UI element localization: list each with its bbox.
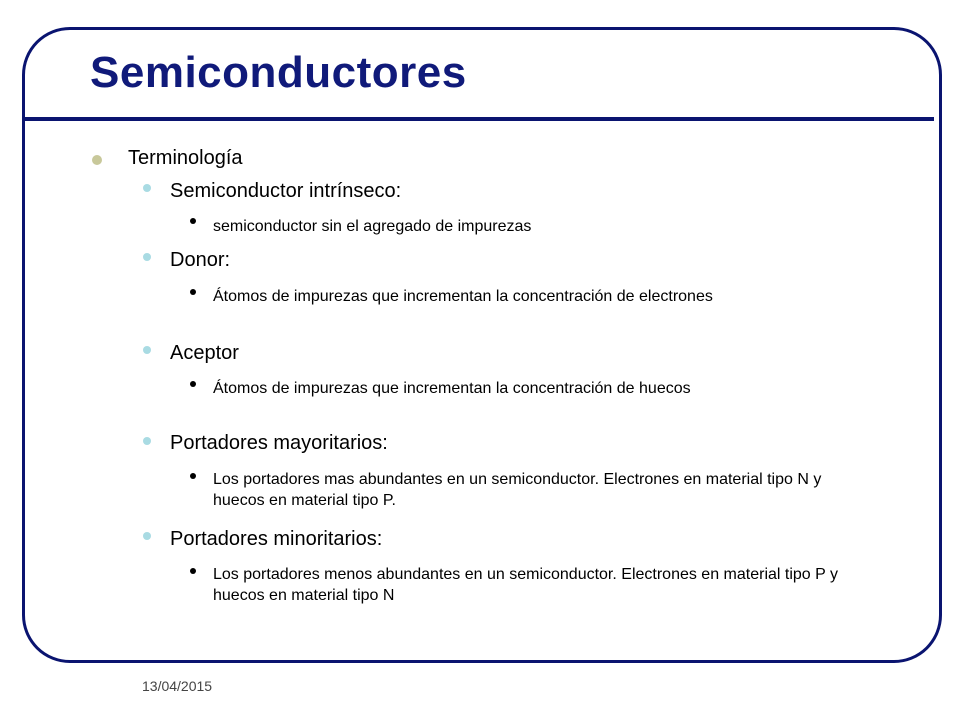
bullet-dot-level3	[190, 568, 196, 574]
bullet-dot-level2	[143, 437, 151, 445]
slide-date: 13/04/2015	[142, 678, 213, 694]
bullet-dot-level2	[143, 184, 151, 192]
term-definition: Los portadores menos abundantes en un semiconductor. Electrones en material tipo P y huecos en material tipo N	[213, 566, 838, 604]
term-definition: Átomos de impurezas que incrementan la concentración de electrones	[213, 288, 713, 305]
term-definition: Los portadores mas abundantes en un semiconductor. Electrones en material tipo N y huecos en material tipo P.	[213, 471, 822, 509]
term-label: Aceptor	[170, 342, 239, 364]
term-definition: Átomos de impurezas que incrementan la concentración de huecos	[213, 380, 691, 397]
bullet-dot-level1	[92, 155, 102, 165]
term-label: Semiconductor intrínseco:	[170, 180, 402, 202]
term-definition: semiconductor sin el agregado de impurezas	[213, 218, 532, 235]
bullet-terminologia: Terminología	[128, 147, 243, 169]
bullet-dot-level2	[143, 253, 151, 261]
bullet-dot-level2	[143, 532, 151, 540]
term-label: Portadores mayoritarios:	[170, 432, 388, 454]
term-label: Portadores minoritarios:	[170, 528, 383, 550]
term-label: Donor:	[170, 249, 231, 271]
bullet-dot-level3	[190, 289, 196, 295]
bullet-dot-level3	[190, 473, 196, 479]
slide-title: Semiconductores	[90, 48, 467, 97]
bullet-dot-level3	[190, 381, 196, 387]
bullet-dot-level3	[190, 218, 196, 224]
bullet-dot-level2	[143, 346, 151, 354]
